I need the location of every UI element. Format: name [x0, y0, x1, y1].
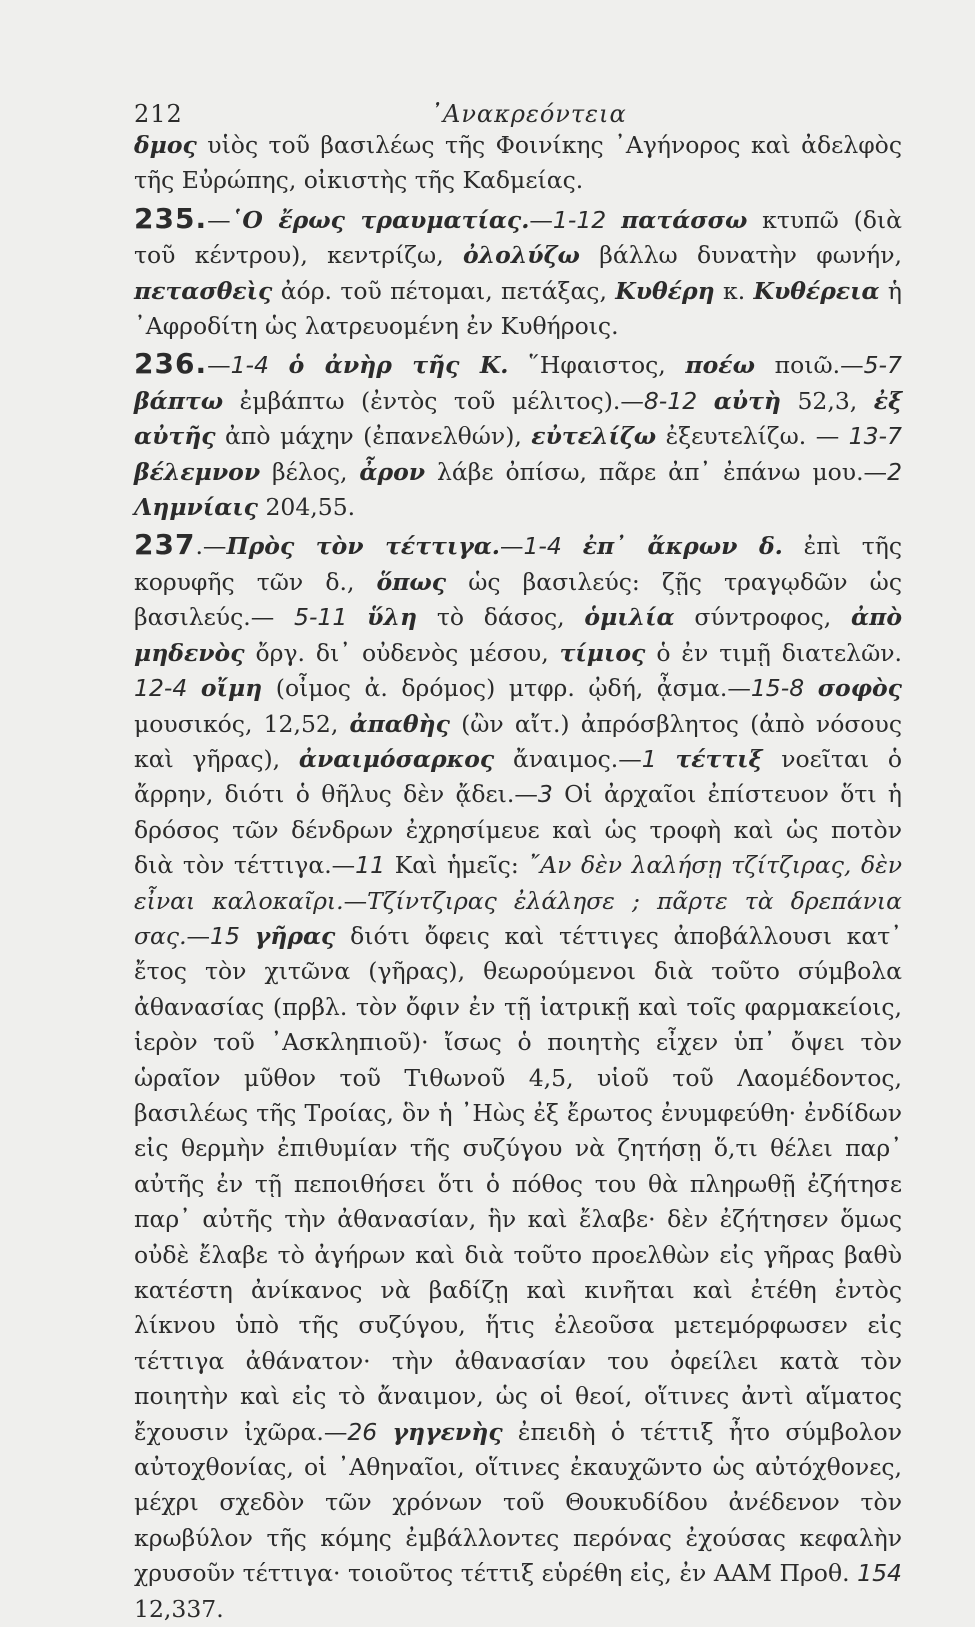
gloss: Οἱ ἀρχαῖοι ἐπίστευον ὅτι ἡ δρόσος τῶν δένδρων ἐχρησίμευε καὶ ὡς τροφὴ καὶ ὡς ποτὸν διὰ τὸν τέττιγα.— — [134, 780, 902, 880]
text-span — [377, 1418, 392, 1446]
gloss: λάβε ὀπίσω, πᾶρε ἀπ᾿ ἐπάνω μου.— — [425, 457, 888, 486]
gloss: ποιῶ.— — [754, 351, 864, 380]
text-span: .— — [195, 532, 227, 561]
text-span: — — [207, 351, 231, 380]
gloss: ἡ ᾿Αφροδίτη ὡς λατρευομένη ἐν Κυθήροις. — [134, 276, 902, 341]
lemma: Κυθέρη — [615, 276, 715, 305]
text-span — [562, 532, 583, 560]
line-reference: 2 — [887, 457, 903, 486]
gloss: βέλος, — [260, 457, 360, 486]
gloss: μουσικός, 12,52, — [134, 709, 350, 738]
text-span — [804, 674, 818, 702]
lemma: ἐξ αὐτῆς — [134, 386, 902, 451]
lemma: τέττιξ — [675, 744, 763, 773]
text-span — [606, 206, 621, 234]
text-span: 12,337. — [134, 1594, 224, 1623]
gloss: βάλλω δυνατὴν φωνήν, — [579, 241, 902, 270]
poem-title: ῾Ο ἔρως τραυματίας. — [230, 205, 530, 234]
line-reference: 1-4 — [523, 532, 562, 561]
line-reference: 13-7 — [848, 422, 902, 451]
gloss: 204,55. — [257, 493, 356, 522]
lemma: τίμιος — [559, 638, 646, 667]
gloss: τὸ δάσος, — [417, 603, 585, 632]
lemma: πατάσσω — [621, 205, 748, 234]
text-span — [240, 922, 255, 950]
text-span — [347, 603, 367, 631]
lemma: ἆρον — [359, 457, 426, 486]
line-reference: 1 — [641, 744, 657, 773]
lemma: γῆρας — [254, 921, 336, 950]
lemma: ἀναιμόσαρκος — [298, 744, 495, 773]
running-title: ᾿Ανακρεόντεια — [430, 100, 627, 128]
gloss: ὡς βασιλεύς: ζῇς τραγῳδῶν ὡς βασιλεύς.— — [134, 567, 902, 632]
gloss: κ. — [714, 276, 754, 305]
lemma: ὀλολύζω — [463, 241, 580, 270]
line-reference: 11 — [355, 851, 386, 880]
line-reference: 8-12 — [643, 386, 698, 415]
lemma: οἴμη — [200, 674, 263, 703]
text-span — [697, 387, 714, 415]
line-reference: 5-7 — [863, 351, 902, 380]
lemma: βέλεμνον — [134, 457, 261, 486]
lemma: ποέω — [685, 351, 755, 380]
gloss: ὄργ. δι᾿ οὐδενὸς μέσου, — [244, 638, 560, 667]
lemma: ἀπὸ μηδενὸς — [134, 603, 902, 667]
lemma: εὐτελίζω — [531, 422, 657, 451]
gloss: ῞Ηφαιστος, — [508, 351, 686, 380]
lemma: πετασθεὶς — [134, 276, 273, 305]
text-span: — — [207, 205, 231, 234]
gloss: ἀπὸ μάχην (ἐπανελθών), — [215, 422, 532, 451]
line-reference: 15 — [210, 921, 240, 950]
gloss: διότι ὄφεις καὶ τέττιγες ἀποβάλλουσι κατ᾿ ἔτος τὸν χιτῶνα (γῆρας), θεωρούμενοι διὰ τοῦτο σύμβολα ἀθανασίας (πρβλ. τὸν ὄφιν ἐν τῇ ἰατρικῇ καὶ τοῖς φαρμακείοις, ἱερὸν τοῦ ᾿Ασκληπιοῦ)· ἴσως ὁ ποιητὴς εἶχεν ὑπ᾿ ὄψει τὸν ὡραῖον μῦθον τοῦ Τιθωνοῦ 4,5, υἱοῦ τοῦ Λαομέδοντος, βασιλέως τῆς Τροίας, ὃν ἡ ᾿Ηὼς ἐξ ἔρωτος ἐνυμφεύθη· ἐνδίδων εἰς θερμὴν ἐπιθυμίαν τῆς συζύγου νὰ ζητήσῃ ὅ,τι θέλει παρ᾿ αὐτῆς ἐν τῇ πεποιθήσει ὅτι ὁ πόθος του θὰ πληρωθῇ ἐζήτησε παρ᾿ αὐτῆς τὴν ἀθανασίαν, ἣν καὶ ἔλαβε· δὲν ἐζήτησεν ὅμως οὐδὲ ἔλαβε τὸ ἀγήρων καὶ διὰ τοῦτο προελθὼν εἰς γῆρας βαθὺ κατέστη ἀνίκανος νὰ βαδίζῃ καὶ κινῆται καὶ ἐτέθη ἐντὸς λίκνου ὑπὸ τῆς συζύγου, ἥτις ἐλεοῦσα μετεμόρφωσεν εἰς τέττιγα ἀθάνατον· τὴν ἀθανασίαν του ὀφείλει κατὰ τὸν ποιητὴν καὶ εἰς τὸ ἄναιμον, ὡς οἱ θεοί, οἵτινες ἀντὶ αἵματος ἔχουσιν ἰχῶρα.— — [134, 921, 902, 1446]
text-span: — — [186, 921, 211, 950]
gloss: σύντροφος, — [674, 603, 852, 632]
entry-237 — [134, 527, 902, 1627]
lemma: αὐτὴ — [713, 386, 781, 415]
line-reference: 15-8 — [750, 674, 805, 703]
lemma: ὁ ἀνὴρ τῆς Κ. — [288, 351, 509, 380]
line-reference: 3 — [537, 780, 553, 809]
gloss: 52,3, — [780, 386, 874, 415]
gloss: νοεῖται ὁ ἄρρην, διότι ὁ θῆλυς δὲν ᾄδει.— — [134, 744, 902, 809]
gloss: Καὶ ἡμεῖς: — [385, 851, 529, 880]
line-reference: 12-4 — [134, 674, 188, 703]
entry-number: 235. — [134, 201, 208, 235]
text-span — [269, 351, 289, 379]
lemma: ὁμιλία — [584, 603, 675, 632]
folk-saying: ῎Αν δὲν λαλήσῃ τζίτζιρας, δὲν εἶναι καλοκαῖρι. — [134, 851, 902, 915]
text-span: — — [343, 886, 368, 915]
lemma: βάπτω — [134, 386, 224, 415]
lemma: δμος — [134, 131, 197, 159]
entry-236 — [134, 346, 902, 525]
gloss: ἀόρ. τοῦ πέτομαι, πετάξας, — [272, 276, 616, 305]
gloss: (ὢν αἴτ.) ἀπρόσβλητος (ἀπὸ νόσους καὶ γῆρας), — [134, 709, 902, 773]
text-span — [657, 745, 676, 773]
gloss: ὁ ἐν τιμῇ διατελῶν. — [645, 638, 902, 667]
commentary-text — [134, 128, 902, 1627]
page-number: 212 — [134, 100, 183, 128]
line-reference: 26 — [347, 1417, 378, 1446]
entry-235 — [134, 201, 902, 345]
text-span — [187, 674, 201, 702]
lemma: ἀπαθὴς — [349, 709, 450, 738]
line-reference: 154 — [857, 1559, 902, 1588]
entry-number: 237 — [134, 528, 196, 562]
text-span: — — [499, 532, 524, 561]
gloss: ἐμβάπτω (ἐντὸς τοῦ μέλιτος).— — [223, 386, 644, 415]
entry-number: 236. — [134, 347, 208, 381]
paragraph-continuation — [134, 128, 902, 199]
gloss: υἱὸς τοῦ βασιλέως τῆς Φοινίκης ᾿Αγήνορος καὶ ἀδελφὸς τῆς Εὐρώπης, οἰκιστὴς τῆς Καδμείας. — [134, 131, 902, 195]
text-span: — — [529, 205, 553, 234]
gloss: ἐπειδὴ ὁ τέττιξ ἦτο σύμβολον αὐτοχθονίας, οἱ ᾿Αθηναῖοι, οἵτινες ἐκαυχῶντο ὡς αὐτόχθονες, μέχρι σχεδὸν τῶν χρόνων τοῦ Θουκυδίδου ἀνέδενον τὸν κρωβύλον τῆς κόμης ἐμβάλλοντες περόνας ἐχούσας κεφαλὴν χρυσοῦν τέττιγα· τοιοῦτος τέττιξ εὑρέθη εἰς, ἐν ΑΑΜ Προθ. — [134, 1417, 902, 1588]
gloss: (οἶμος ἀ. δρόμος) μτφρ. ᾠδή, ᾆσμα.— — [262, 674, 751, 703]
poem-title: Πρὸς τὸν τέττιγα. — [226, 532, 500, 561]
folk-saying: Τζίντζιρας ἐλάλησε ; πᾶρτε τὰ δρεπάνια σας. — [134, 886, 902, 950]
gloss: ἐπὶ τῆς κορυφῆς τῶν δ., — [134, 532, 903, 596]
lemma: ἐπ᾿ ἄκρων δ. — [582, 532, 783, 561]
line-reference: 1-4 — [230, 351, 269, 380]
lemma: ὕλη — [367, 603, 418, 632]
line-reference: 1-12 — [552, 205, 607, 234]
lemma: Κυθέρεια — [753, 276, 880, 305]
lemma: γηγενὴς — [392, 1417, 503, 1446]
lemma: Λημνίαις — [134, 493, 258, 522]
lemma: σοφὸς — [817, 674, 902, 703]
lemma: ὅπως — [376, 567, 447, 596]
gloss: κτυπῶ (διὰ τοῦ κέντρου), κεντρίζω, — [134, 205, 902, 270]
line-reference: 5-11 — [294, 603, 348, 632]
gloss: ἄναιμος.— — [494, 744, 642, 773]
gloss: ἐξευτελίζω. — — [656, 422, 849, 451]
